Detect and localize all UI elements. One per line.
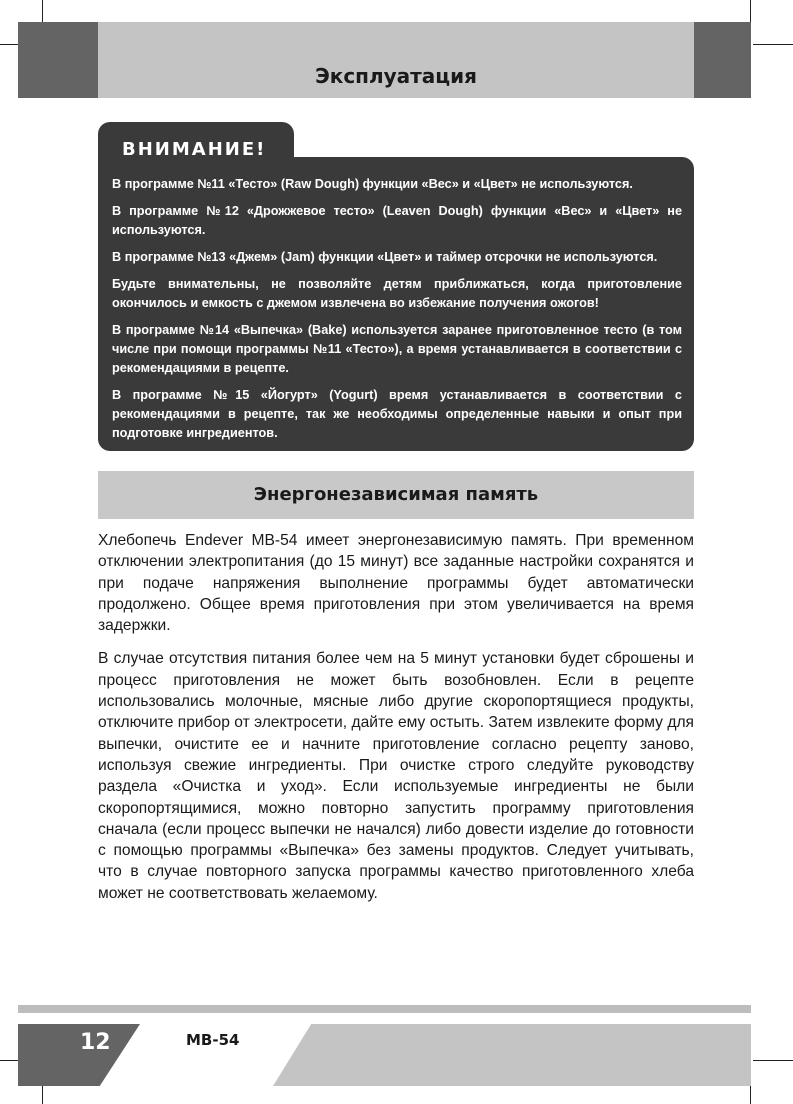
crop-mark [753, 1060, 793, 1061]
crop-mark [753, 44, 793, 45]
warning-paragraph: В программе №12 «Дрожжевое тесто» (Leaven Dough) функции «Вес» и «Цвет» не используются. [112, 204, 682, 237]
footer-divider [18, 1005, 751, 1013]
warning-paragraph: Будьте внимательны, не позволяйте детям приближаться, когда приготовление окончилось и емкость с джемом извлечена во избежание получения ожогов! [112, 277, 682, 310]
warning-label: ВНИМАНИЕ! [122, 139, 267, 160]
warning-paragraph: В программе №15 «Йогурт» (Yogurt) время устанавливается в соответствии с рекомендациями в рецепте, так же необходимы определенные навыки и опыт при подготовке ингредиентов. [112, 388, 682, 440]
model-label: MB-54 [186, 1031, 240, 1049]
warning-box [98, 157, 694, 451]
section-body [98, 530, 694, 916]
warning-paragraph: В программе №14 «Выпечка» (Bake) используется заранее приготовленное тесто (в том числе при помощи программы №11 «Тесто»), а время устанавливается в соответствии с рекомендациями в рецепте. [112, 323, 682, 375]
page-number-block [18, 1024, 140, 1086]
body-paragraph: В случае отсутствия питания более чем на 5 минут установки будет сброшены и процесс приготовления не может быть возобновлен. Если в рецепте использовались молочные, мясные либо другие скоропортящиеся продукты, отключите прибор от электросети, дайте ему остыть. Затем извлеките форму для выпечки, очистите ее и начните приготовление согласно рецепту заново, используя свежие ингредиенты. При очистке строго следуйте руководству раздела «Очистка и уход». Если используемые ингредиенты не были скоропортящимися, можно повторно запустить программу приготовления сначала (если процесс выпечки не начался) либо довести изделие до готовности с помощью программы «Выпечка» без замены продуктов. Следует учитывать, что в случае повторного запуска программы качество приготовленного хлеба может не соответствовать желаемому. [98, 650, 694, 902]
page-number: 12 [80, 1030, 111, 1055]
page-title: Эксплуатация [315, 64, 477, 88]
warning-paragraph: В программе №11 «Тесто» (Raw Dough) функции «Вес» и «Цвет» не используются. [112, 177, 633, 191]
body-paragraph: Хлебопечь Endever MB-54 имеет энергонезависимую память. При временном отключении электропитания (до 15 минут) все заданные настройки сохранятся и при подаче напряжения выполнение программы будет автоматически продолжено. Общее время приготовления при этом увеличивается на время задержки. [98, 532, 694, 635]
warning-paragraph: В программе №13 «Джем» (Jam) функции «Цвет» и таймер отсрочки не используются. [112, 250, 658, 264]
section-title: Энергонезависимая память [253, 484, 539, 505]
header-right-block [694, 22, 751, 98]
footer-right-block [273, 1024, 751, 1086]
header-left-block [18, 22, 98, 98]
